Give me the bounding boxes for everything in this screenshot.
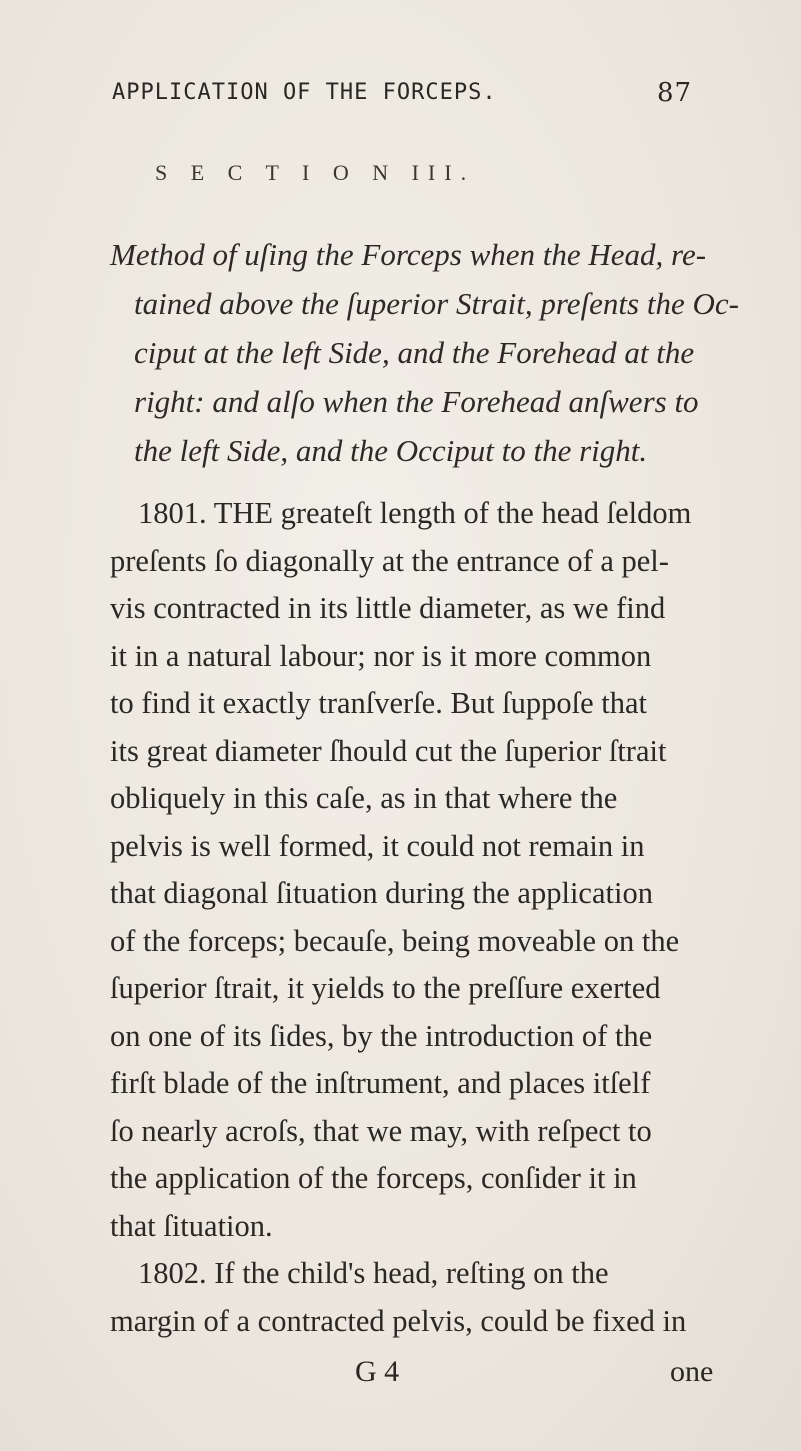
heading-line: tained above the ſuperior Strait, preſents the Oc- <box>134 286 739 321</box>
heading-line: right: and alſo when the Forehead anſwers to <box>134 384 699 419</box>
paragraph-line: ſo nearly acroſs, that we may, with reſpect to <box>110 1113 652 1148</box>
paragraph-line: vis contracted in its little diameter, as we find <box>110 591 666 625</box>
paragraph-line: 1801. THE greateſt length of the head ſeldom <box>138 496 692 530</box>
heading-line: ciput at the left Side, and the Forehead at the <box>134 335 695 370</box>
page-footer <box>110 1355 750 1395</box>
paragraph-line: the application of the forceps, conſider it in <box>110 1161 637 1195</box>
page-number: 87 <box>657 78 693 108</box>
heading-line: Method of uſing the Forceps when the Head, re- <box>110 237 707 272</box>
paragraph-line: obliquely in this caſe, as in that where the <box>110 781 618 815</box>
paragraph-line: of the forceps; becauſe, being moveable on the <box>110 923 680 958</box>
running-head <box>112 78 712 108</box>
paragraph-line: to find it exactly tranſverſe. But ſuppoſe that <box>110 686 647 720</box>
paragraph-line: pelvis is well formed, it could not remain in <box>110 828 645 863</box>
section-heading <box>110 230 739 475</box>
paragraph-line: its great diameter ſhould cut the ſuperior ſtrait <box>110 733 667 768</box>
catchword: one <box>670 1355 714 1388</box>
paragraph-line: firſt blade of the inſtrument, and places itſelf <box>110 1066 651 1100</box>
paragraph-line: on one of its ſides, by the introduction of the <box>110 1018 653 1053</box>
paragraph-line: it in a natural labour; nor is it more common <box>110 638 652 673</box>
paragraph-line: preſents ſo diagonally at the entrance of a pel- <box>110 543 669 578</box>
paragraph-line: that diagonal ſituation during the application <box>110 876 653 910</box>
body-text <box>110 490 750 1345</box>
running-title: APPLICATION OF THE FORCEPS. <box>112 80 497 105</box>
paragraph-line: margin of a contracted pelvis, could be fixed in <box>110 1303 687 1338</box>
paragraph-line: ſuperior ſtrait, it yields to the preſſure exerted <box>110 971 661 1005</box>
section-title: S E C T I O N III. <box>155 160 476 185</box>
paragraph-line: that ſituation. <box>110 1208 273 1243</box>
signature-mark: G 4 <box>355 1355 400 1388</box>
paragraph-line: 1802. If the child's head, reſting on the <box>138 1256 609 1290</box>
heading-line: the left Side, and the Occiput to the right. <box>134 433 648 468</box>
